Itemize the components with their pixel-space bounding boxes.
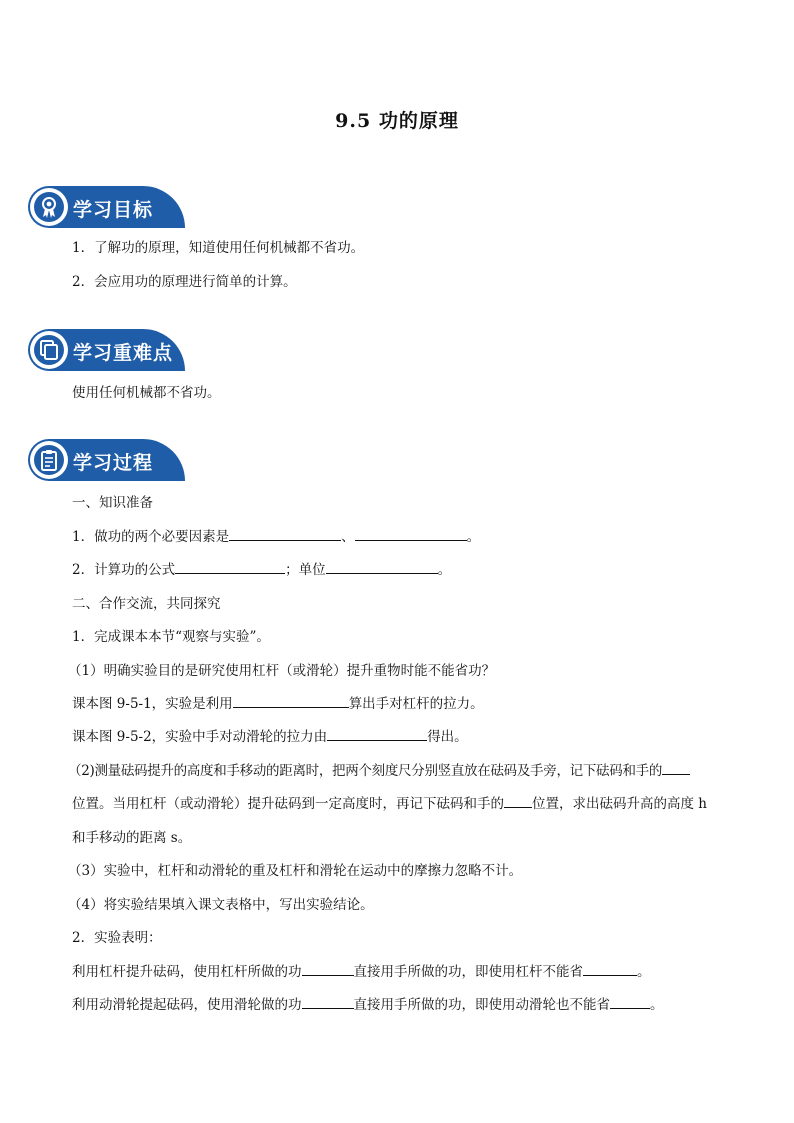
step-1-2-line2: 位置。当用杠杆（或动滑轮）提升砝码到一定高度时，再记下砝码和手的 位置，求出砝码升高的高度 h [72, 792, 707, 812]
question-2: 2．计算功的公式 ；单位 。 [72, 558, 451, 578]
goal-item-1: 1．了解功的原理，知道使用任何机械都不省功。 [72, 240, 365, 256]
result-lever: 利用杠杆提升砝码，使用杠杆所做的功 直接用手所做的功，即使用杠杆不能省 。 [72, 960, 651, 980]
part1-heading: 一、知识准备 [72, 495, 153, 511]
figure-2-question: 课本图 9-5-2，实验中手对动滑轮的拉力由 得出。 [72, 725, 468, 745]
answer-blank[interactable] [327, 726, 427, 741]
documents-icon [37, 338, 61, 362]
section-label-goals: 学习目标 [73, 199, 154, 221]
key-point-text: 使用任何机械都不省功。 [72, 385, 221, 401]
part2-heading: 二、合作交流，共同探究 [72, 596, 221, 612]
answer-blank[interactable] [662, 760, 690, 775]
clipboard-icon [37, 448, 61, 472]
answer-blank[interactable] [326, 559, 438, 574]
step-2: 2．实验表明： [72, 930, 162, 946]
question-1: 1．做功的两个必要因素是 、 。 [72, 525, 480, 545]
answer-blank[interactable] [175, 559, 285, 574]
section-header-goals [28, 186, 185, 228]
section-label-process: 学习过程 [73, 452, 154, 474]
step-1-2-line3: 和手移动的距离 s。 [72, 830, 192, 846]
step-1-1: （1）明确实验目的是研究使用杠杆（或滑轮）提升重物时能不能省功？ [68, 663, 496, 679]
goal-item-2: 2．会应用功的原理进行简单的计算。 [72, 274, 297, 290]
answer-blank[interactable] [302, 961, 354, 976]
figure-1-question: 课本图 9-5-1，实验是利用 算出手对杠杆的拉力。 [72, 692, 484, 712]
step-1: 1．完成课本本节“观察与实验”。 [72, 629, 270, 645]
answer-blank[interactable] [229, 526, 341, 541]
section-header-process [28, 439, 185, 481]
step-1-4: （4）将实验结果填入课文表格中，写出实验结论。 [68, 897, 374, 913]
answer-blank[interactable] [504, 793, 532, 808]
answer-blank[interactable] [610, 994, 650, 1009]
answer-blank[interactable] [355, 526, 467, 541]
answer-blank[interactable] [302, 994, 354, 1009]
answer-blank[interactable] [233, 693, 349, 708]
result-pulley: 利用动滑轮提起砝码，使用滑轮做的功 直接用手所做的功，即使用动滑轮也不能省 。 [72, 993, 664, 1013]
section-label-key: 学习重难点 [73, 342, 174, 364]
step-1-2-line1: （2)测量砝码提升的高度和手移动的距离时，把两个刻度尺分别竖直放在砝码及手旁，记下砝码和手的 [68, 759, 690, 779]
section-header-key [28, 329, 185, 371]
step-1-3: （3）实验中，杠杆和动滑轮的重及杠杆和滑轮在运动中的摩擦力忽略不计。 [68, 863, 523, 879]
answer-blank[interactable] [583, 961, 637, 976]
page-title: 9.5 功的原理 [335, 110, 459, 132]
award-icon [37, 195, 61, 219]
